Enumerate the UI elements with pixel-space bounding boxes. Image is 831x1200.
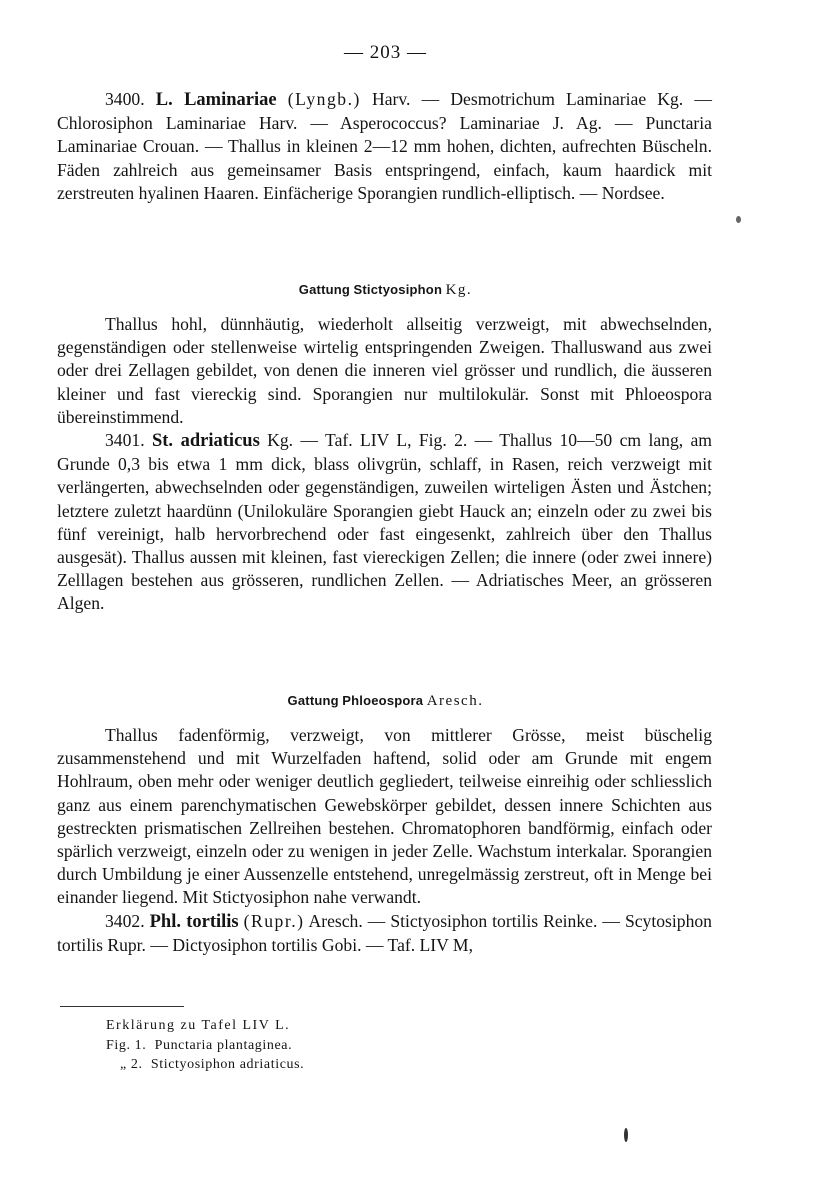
genus-author: Aresch. (426, 693, 484, 709)
footnote-fig-prefix: Fig. 1. (106, 1037, 147, 1053)
footnote-fig-prefix: „ 2. (120, 1057, 143, 1072)
genus-author: Kg. (445, 282, 473, 298)
entry-3400-name: L. Laminariae (155, 90, 277, 110)
entry-3400 (57, 88, 712, 205)
footnote-fig-text: Stictyosiphon adriaticus. (150, 1057, 305, 1072)
genus-heading-stictyosiphon (0, 282, 771, 299)
entry-3401-text: Kg. — Taf. LIV L, Fig. 2. — Thallus 10—50 cm lang, am Grunde 0,3 bis etwa 1 mm dick, blass olivgrün, schlaff, in Rasen, reich verzweigt mit verlängerten, abwechselnden oder gegenständigen, zuweilen wirteligen Ästen und Ästchen; letztere zuletzt haardünn (Unilokuläre Sporangien giebt Hauck an; einzeln oder zu zwei bis fünf vereinigt, halb hervorbrechend oder fast eingesenkt, zahlreich über den Thallus ausgesät). Thallus aussen mit kleinen, fast viereckigen Zellen; die innere (oder zwei innere) Zelllagen bestehen aus grösseren, rundlichen Zellen. — Adriatisches Meer, an grösseren Algen. (57, 430, 712, 614)
scan-speck (736, 216, 741, 223)
genus-label: Gattung (298, 282, 351, 297)
entry-3402-number: 3402. (105, 910, 145, 931)
footnote-line-2 (106, 1055, 304, 1075)
genus-heading-phloeospora (0, 693, 771, 710)
entry-3400-paragraph (57, 88, 712, 205)
entry-3400-number: 3400. (105, 89, 145, 109)
genus-description-stictyosiphon: Thallus hohl, dünnhäutig, wiederholt allseitig verzweigt, mit abwechselnden, gegenständigen oder stellenweise wirtelig entspringenden Zweigen. Thalluswand aus zwei oder drei Zellagen gebildet, von denen die inneren viel grösser und rundlich, die äusseren kleiner und fast viereckig sind. Sporangien nur multilokulär. Sonst mit Phloeospora übereinstimmend. (57, 314, 712, 427)
entry-3402-author: (Rupr.) (243, 910, 305, 931)
entry-3400-author: (Lyngb.) (287, 89, 361, 109)
footnote-title: Erklärung zu Tafel LIV L. (106, 1018, 291, 1033)
entry-3401-name: St. adriaticus (151, 431, 260, 452)
entry-3401-number: 3401. (105, 430, 145, 451)
entry-3402-paragraph (57, 910, 712, 957)
entry-3401-paragraph (57, 429, 712, 616)
entry-3400-text: Harv. — Desmotrichum Laminariae Kg. — Chlorosiphon Laminariae Harv. — Asperococcus? Laminariae J. Ag. — Punctaria Laminariae Crouan. — Thallus in kleinen 2—12 mm hohen, dichten, aufrechten Büscheln. Fäden zahlreich aus gemeinsamer Basis entspringend, einfach, kaum haardick mit zerstreuten hyalinen Haaren. Einfächerige Sporangien rundlich-elliptisch. — Nordsee. (57, 89, 712, 203)
scan-speck (624, 1128, 628, 1142)
genus-name: Phloeospora (342, 693, 424, 708)
stictyosiphon-section (57, 313, 712, 616)
genus-description-phloeospora: Thallus fadenförmig, verzweigt, von mittlerer Grösse, meist büschelig zusammenstehend und mit Wurzelfaden haftend, solid oder am Grunde mit engem Hohlraum, oben mehr oder weniger deutlich gegliedert, teilweise einreihig oder schliesslich ganz aus einem parenchymatischen Gewebskörper gebildet, dessen innere Schichten aus gestreckten prismatischen Zellreihen bestehen. Chromatophoren bandförmig, einfach oder spärlich verzweigt, einzeln oder zu wenigen in jeder Zelle. Wachstum interkalar. Sporangien durch Umbildung je einer Aussenzelle entstehend, unregelmässig zerstreut, oft in Menge bei einander liegend. Mit Stictyosiphon nahe verwandt. (57, 725, 712, 908)
entry-3402-name: Phl. tortilis (149, 911, 239, 932)
entry-3402-text: Aresch. — Stictyosiphon tortilis Reinke. — Scytosiphon tortilis Rupr. — Dictyosiphon tortilis Gobi. — Taf. LIV M, (57, 910, 712, 955)
footnote-rule (60, 1006, 184, 1007)
phloeospora-section (57, 724, 712, 957)
footnote-line-1 (106, 1036, 304, 1056)
footnote-fig-text: Punctaria plantaginea. (154, 1037, 293, 1053)
page-number: — 203 — (344, 42, 427, 63)
genus-name: Stictyosiphon (353, 282, 443, 297)
genus-label: Gattung (287, 693, 339, 708)
footnote (106, 1016, 304, 1075)
